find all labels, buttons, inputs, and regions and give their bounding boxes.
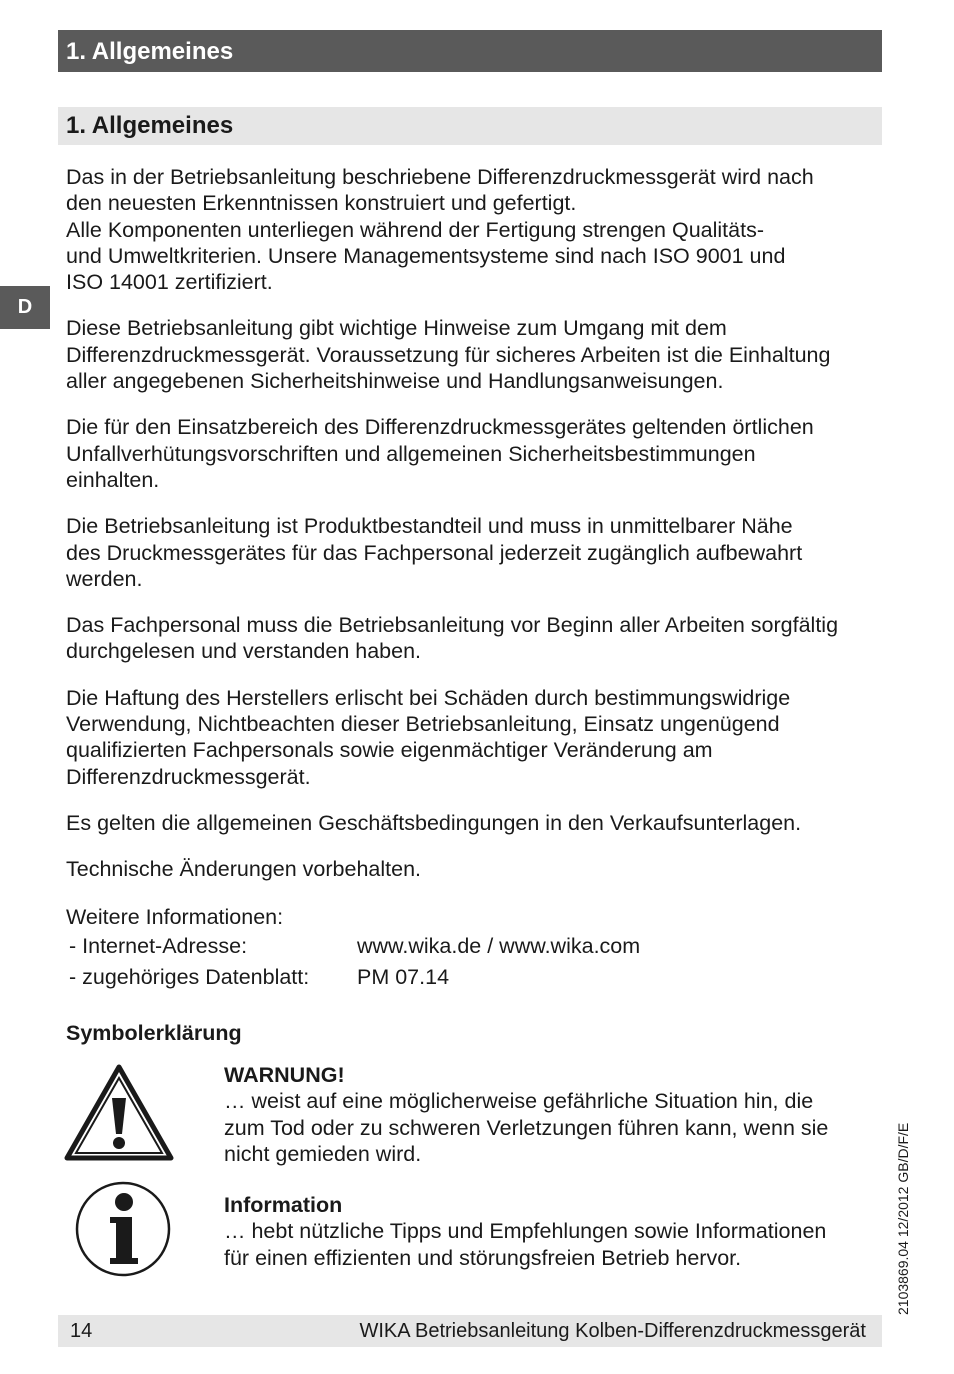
page-number: 14	[70, 1319, 93, 1342]
warning-triangle-icon	[64, 1064, 174, 1162]
paragraph: Es gelten die allgemeinen Geschäftsbedingungen in den Verkaufsunterlagen.	[66, 810, 802, 835]
warning-heading: WARNUNG!	[224, 1063, 345, 1087]
document-code: 2103869.04 12/2012 GB/D/F/E	[895, 1122, 911, 1315]
warning-description	[224, 1062, 874, 1167]
paragraph: Die Haftung des Herstellers erlischt bei Schäden durch bestimmungswidrige Verwendung, Nichtbeachten dieser Betriebsanleitung, Einsatz ungenügend qualifizierten Fachpersonals sowie eigenmächtiger Veränderung am Differenzdruckmessgerät.	[66, 685, 791, 789]
paragraph: Die Betriebsanleitung ist Produktbestandteil und muss in unmittelbarer Nähe des Druckmessgerätes für das Fachpersonal jederzeit zugänglich aufbewahrt werden.	[66, 514, 803, 591]
information-description	[224, 1192, 874, 1271]
warning-text: … weist auf eine möglicherweise gefährliche Situation hin, die zum Tod oder zu schweren Verletzungen führen kann, wenn sie nicht gemieden wird.	[224, 1089, 829, 1166]
datasheet-value: PM 07.14	[357, 964, 450, 989]
website-link[interactable]: www.wika.de / www.wika.com	[357, 933, 641, 958]
paragraph: Das Fachpersonal muss die Betriebsanleitung vor Beginn aller Arbeiten sorgfältig durchgelesen und verstanden haben.	[66, 613, 839, 664]
symbol-legend-title: Symbolerklärung	[66, 1020, 242, 1045]
page-footer	[58, 1315, 882, 1347]
paragraph: Das in der Betriebsanleitung beschriebene Differenzdruckmessgerät wird nach den neuesten Erkenntnissen konstruiert und gefertigt. Alle Komponenten unterliegen während der Fertigung strengen Qualitäts- und Umweltkriterien. Unsere Managementsysteme sind nach ISO 9001 und ISO 14001 zertifiziert.	[66, 165, 814, 295]
info-circle-icon	[74, 1180, 172, 1278]
info-label: - Internet-Adresse:	[69, 933, 248, 958]
info-row-internet	[66, 931, 884, 962]
body-content	[66, 164, 884, 1046]
language-tab: D	[0, 286, 50, 329]
info-label: - zugehöriges Datenblatt:	[69, 964, 310, 989]
paragraph: Technische Änderungen vorbehalten.	[66, 857, 422, 882]
section-heading: 1. Allgemeines	[58, 107, 882, 145]
more-info-title: Weitere Informationen:	[66, 904, 284, 929]
footer-doc-title: WIKA Betriebsanleitung Kolben-Differenzdruckmessgerät	[359, 1319, 866, 1342]
paragraph: Diese Betriebsanleitung gibt wichtige Hinweise zum Umgang mit dem Differenzdruckmessgerät. Voraussetzung für sicheres Arbeiten ist die Einhaltung aller angegebenen Sicherheitshinweise und Handlungsanweisungen.	[66, 316, 831, 394]
information-text: … hebt nützliche Tipps und Empfehlungen sowie Informationen für einen effizienten und störungsfreien Betrieb hervor.	[224, 1219, 827, 1270]
running-header: 1. Allgemeines	[58, 30, 882, 72]
info-row-datasheet	[66, 962, 884, 993]
paragraph: Die für den Einsatzbereich des Differenzdruckmessgerätes geltenden örtlichen Unfallverhütungsvorschriften und allgemeinen Sicherheitsbestimmungen einhalten.	[66, 415, 814, 492]
information-heading: Information	[224, 1193, 343, 1217]
